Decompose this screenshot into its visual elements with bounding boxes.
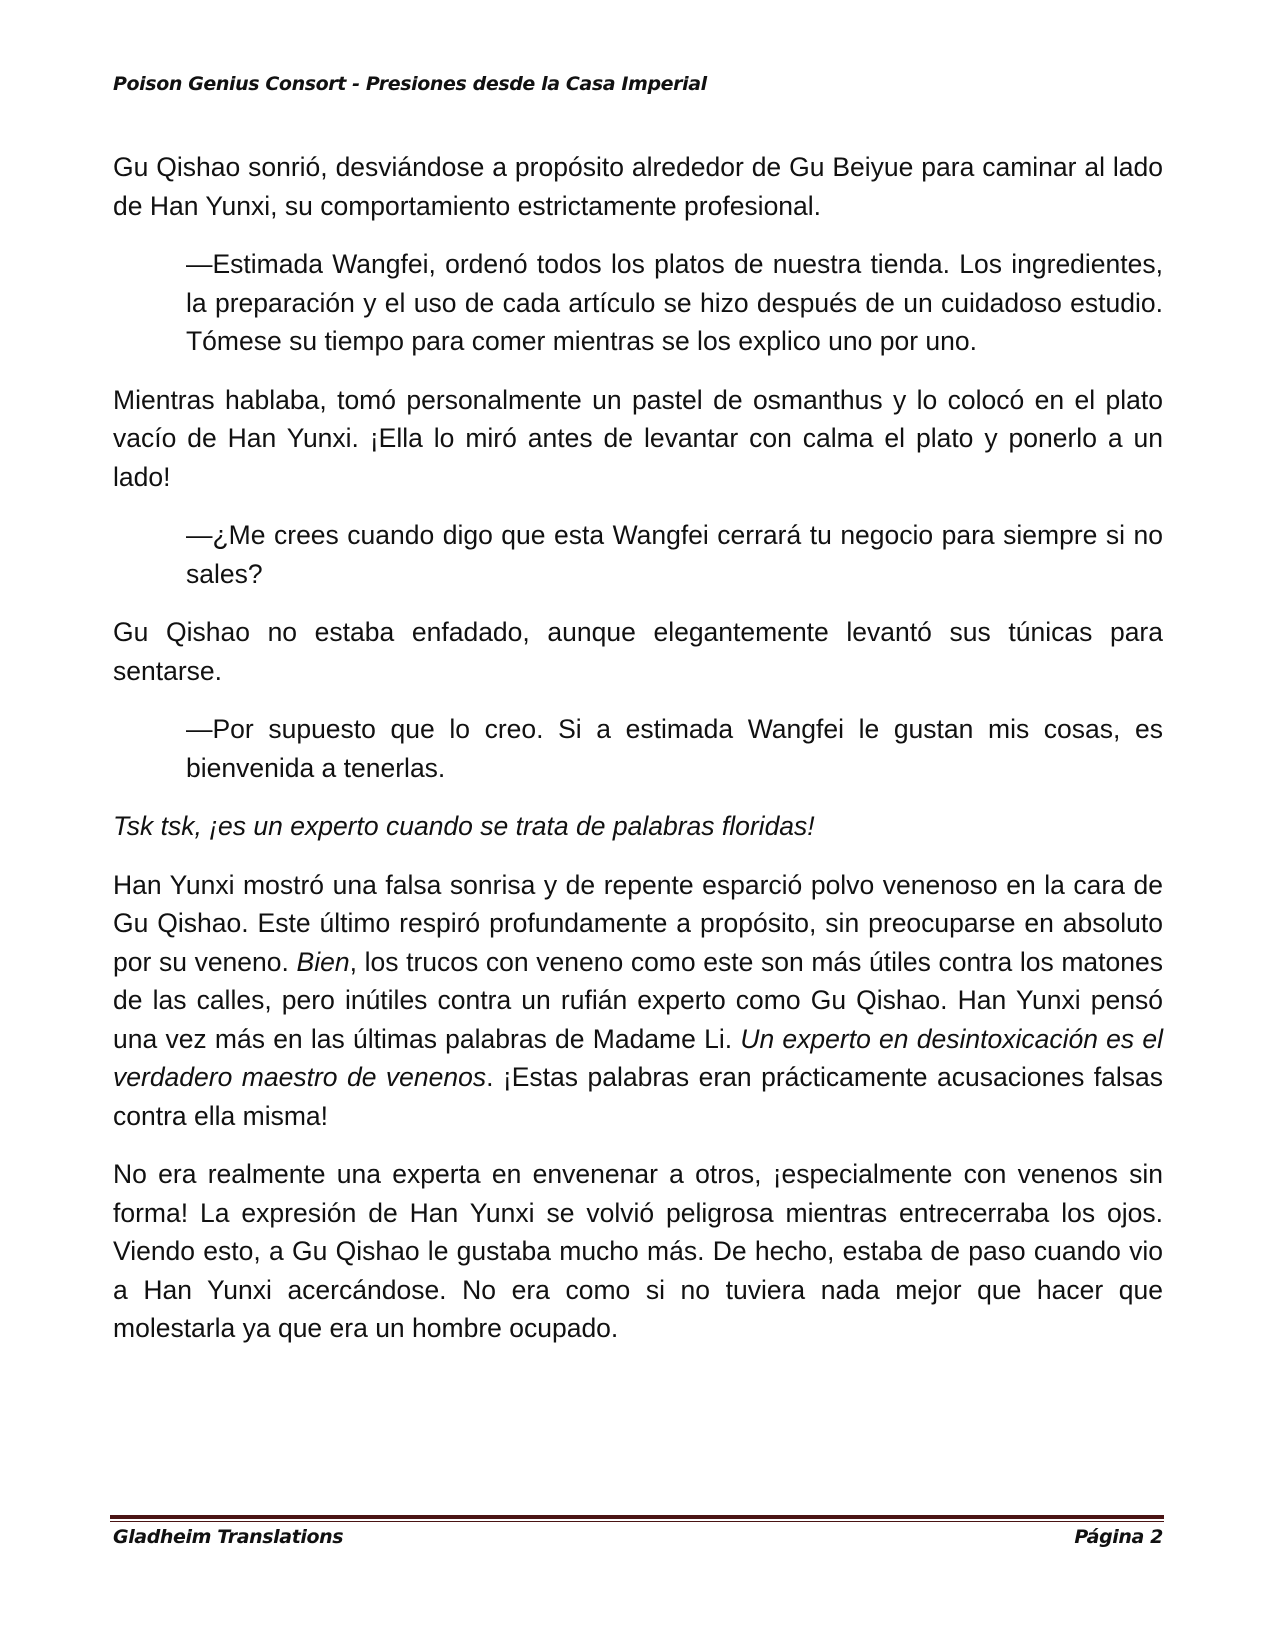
paragraph: No era realmente una experta en envenenar a otros, ¡especialmente con venenos sin forma! La expresión de Han Yunxi se volvió peligrosa mientras entrecerraba los ojos. Viendo esto, a Gu Qishao le gustaba mucho más. De hecho, estaba de paso cuando vio a Han Yunxi acercándose. No era como si no tuviera nada mejor que hacer que molestarla ya que era un hombre ocupado.: [113, 1159, 1163, 1343]
italic-text: Bien: [296, 946, 350, 977]
paragraph: Gu Qishao sonrió, desviándose a propósito alrededor de Gu Beiyue para caminar al lado de Han Yunxi, su comportamiento estrictamente profesional.: [113, 152, 1163, 221]
running-header: Poison Genius Consort - Presiones desde la Casa Imperial: [113, 73, 707, 95]
footer-page-number: Página 2: [1074, 1526, 1163, 1548]
paragraph: [113, 866, 1163, 1136]
paragraph: Gu Qishao no estaba enfadado, aunque elegantemente levantó sus túnicas para sentarse.: [113, 617, 1163, 686]
paragraph-text: , los trucos con veneno como este son más útiles contra los matones de las calles, pero inútiles contra un rufián experto como Gu Qishao. Han Yunxi pensó una vez más en las últimas palabras de Madame Li.: [113, 946, 1163, 1054]
paragraph-text: . ¡Estas palabras eran prácticamente acusaciones falsas contra ella misma!: [113, 1062, 1164, 1131]
body-text: [113, 148, 1163, 1368]
paragraph: Mientras hablaba, tomó personalmente un pastel de osmanthus y lo colocó en el plato vacío de Han Yunxi. ¡Ella lo miró antes de levantar con calma el plato y ponerlo a un lado!: [113, 384, 1163, 492]
italic-text: Un experto en desintoxicación es el verdadero maestro de venenos: [113, 1023, 1163, 1092]
thought-paragraph: Tsk tsk, ¡es un experto cuando se trata de palabras floridas!: [113, 811, 815, 841]
dialogue-paragraph: —¿Me crees cuando digo que esta Wangfei cerrará tu negocio para siempre si no sales?: [186, 520, 1163, 589]
footer-divider: [110, 1515, 1164, 1522]
footer-publisher: Gladheim Translations: [113, 1526, 344, 1548]
paragraph-text: Han Yunxi mostró una falsa sonrisa y de repente esparció polvo venenoso en la cara de Gu Qishao. Este último respiró profundamente a propósito, sin preocuparse en absoluto por su veneno.: [113, 869, 1163, 977]
dialogue-paragraph: —Por supuesto que lo creo. Si a estimada Wangfei le gustan mis cosas, es bienvenida a tenerlas.: [186, 714, 1163, 783]
dialogue-paragraph: —Estimada Wangfei, ordenó todos los platos de nuestra tienda. Los ingredientes, la preparación y el uso de cada artículo se hizo después de un cuidadoso estudio. Tómese su tiempo para comer mientras se los explico uno por uno.: [186, 249, 1163, 356]
